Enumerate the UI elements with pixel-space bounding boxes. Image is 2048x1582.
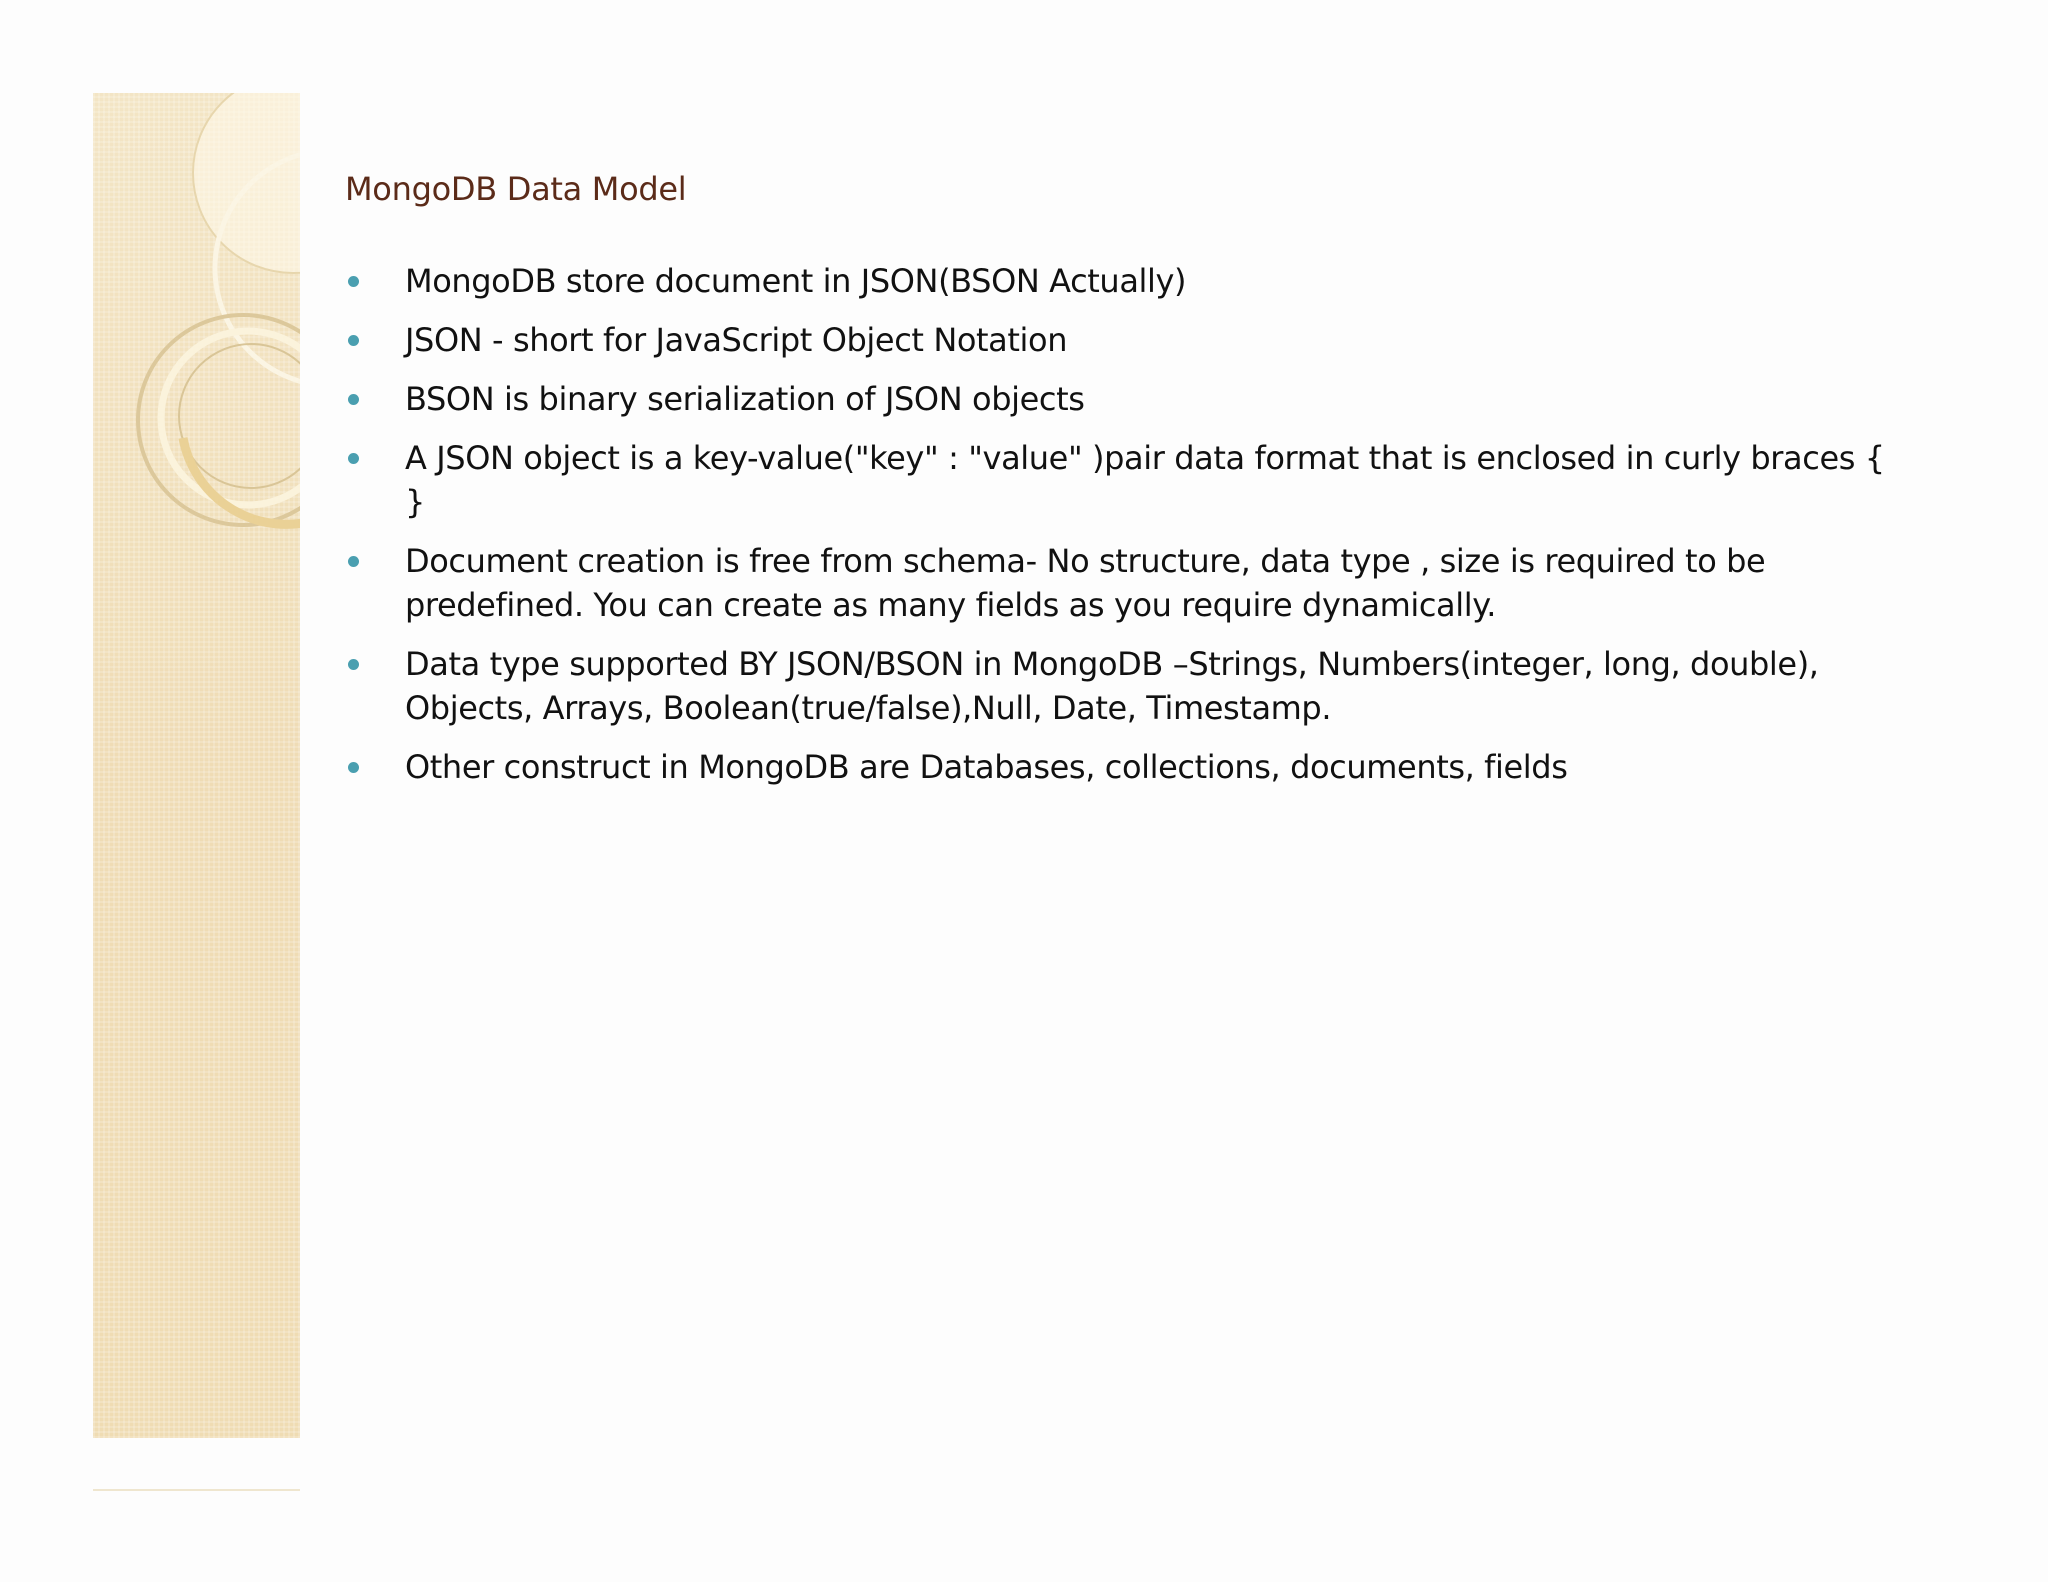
bullet-text: MongoDB store document in JSON(BSON Actually): [405, 262, 1187, 300]
list-item: [345, 259, 1905, 303]
bullet-dot-icon: [348, 276, 359, 287]
bullet-dot-icon: [348, 762, 359, 773]
list-item: [345, 642, 1905, 730]
list-item: [345, 745, 1905, 789]
bullet-dot-icon: [348, 659, 359, 670]
list-item: [345, 539, 1905, 627]
bullet-dot-icon: [348, 335, 359, 346]
decorative-circles: [93, 93, 300, 1438]
footer-rule: [93, 1489, 300, 1491]
slide-title: MongoDB Data Model: [345, 170, 687, 208]
bullet-text: Data type supported BY JSON/BSON in MongoDB –Strings, Numbers(integer, long, double), Objects, Arrays, Boolean(true/false),Null, Date, Timestamp.: [405, 645, 1819, 727]
bullet-text: BSON is binary serialization of JSON objects: [405, 380, 1085, 418]
list-item: [345, 377, 1905, 421]
list-item: [345, 318, 1905, 362]
decorative-side-band: [93, 93, 300, 1438]
bullet-text: JSON - short for JavaScript Object Notation: [405, 321, 1068, 359]
list-item: [345, 436, 1905, 524]
bullet-list: [345, 259, 1905, 804]
bullet-dot-icon: [348, 394, 359, 405]
bullet-text: Document creation is free from schema- No structure, data type , size is required to be predefined. You can create as many fields as you require dynamically.: [405, 542, 1766, 624]
bullet-text: Other construct in MongoDB are Databases, collections, documents, fields: [405, 748, 1568, 786]
bullet-dot-icon: [348, 556, 359, 567]
bullet-dot-icon: [348, 453, 359, 464]
bullet-text: A JSON object is a key-value("key" : "value" )pair data format that is enclosed in curly braces { }: [405, 439, 1885, 521]
